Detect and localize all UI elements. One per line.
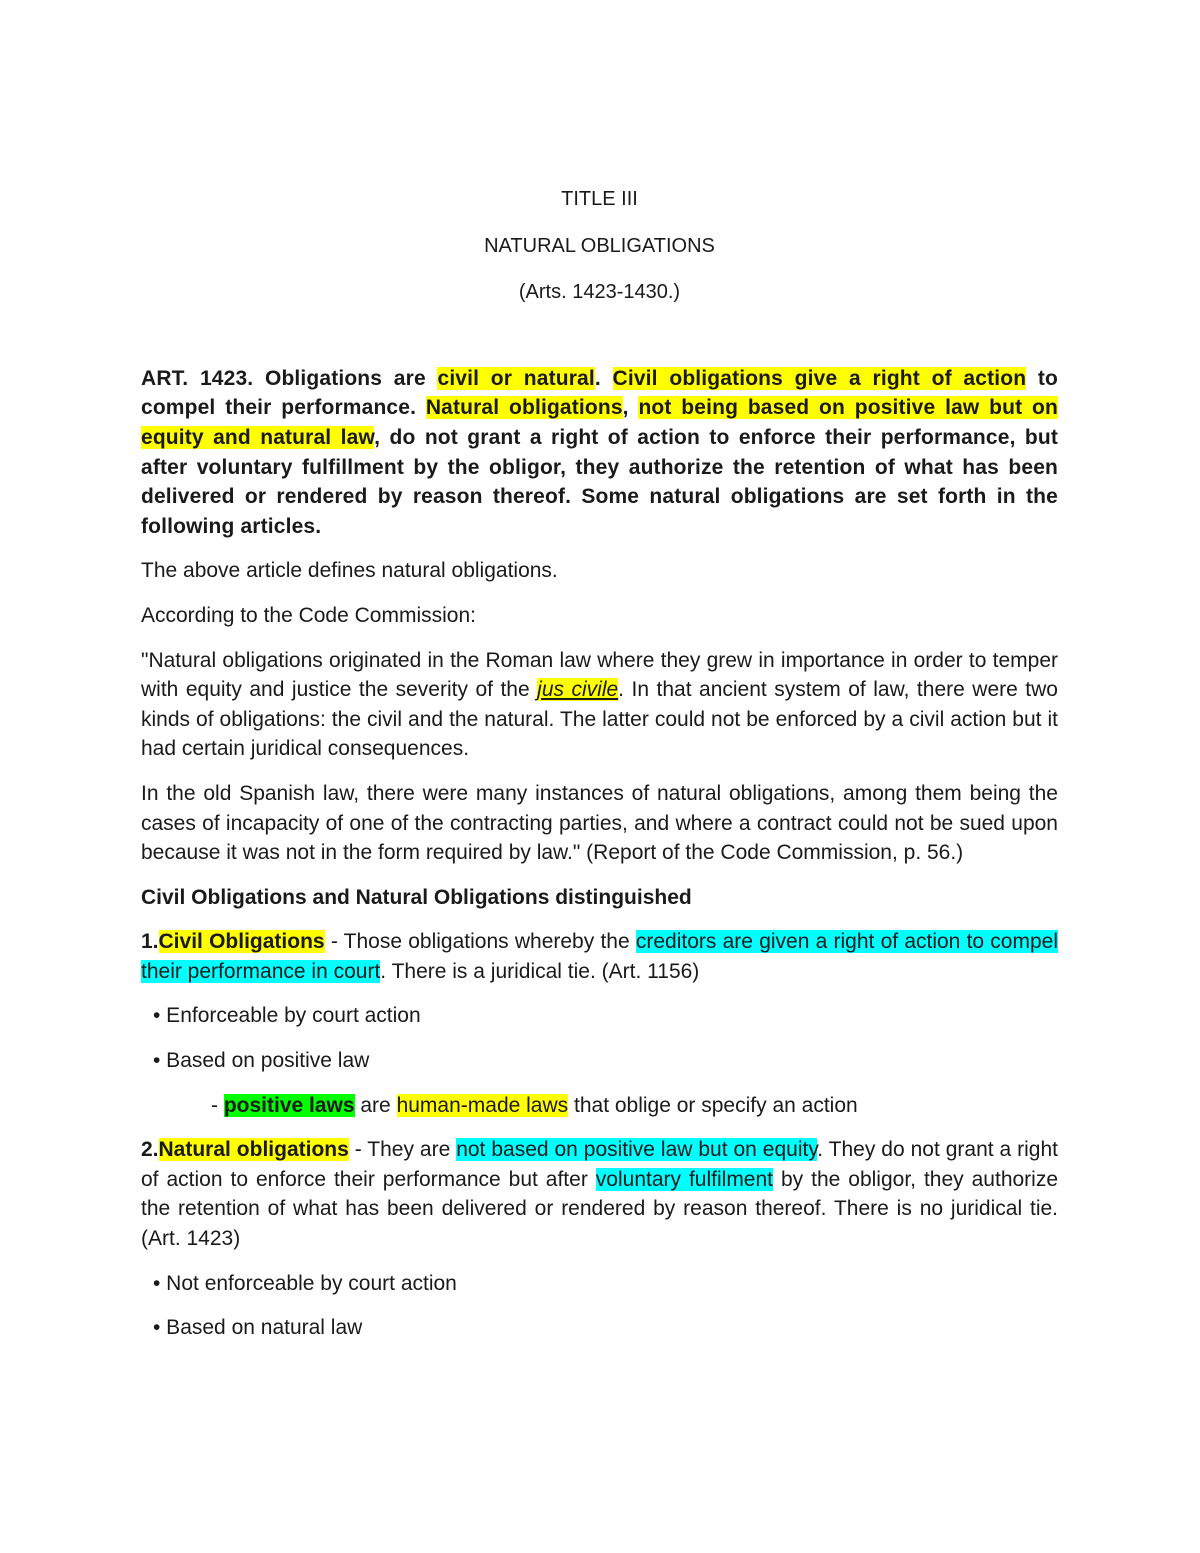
civil-obligations-definition — [141, 927, 1058, 986]
quote-paragraph-2: In the old Spanish law, there were many instances of natural obligations, among them being the cases of incapacity of one of the contracting parties, and where a contract could not be sued upon because it was not in the form required by law." (Report of the Code Commission, p. 56.) — [141, 781, 1058, 865]
article-1423 — [141, 364, 1058, 542]
civil-text-1: - Those obligations whereby the — [324, 930, 636, 954]
section-heading: Civil Obligations and Natural Obligations distinguished — [141, 885, 692, 909]
quote1-before: "Natural obligations originated in the Roman law where they grew in importance in order to temper with equity and justice the severity of the — [141, 648, 1058, 702]
natural-bullet-2: • Based on natural law — [153, 1316, 363, 1340]
subtitle-heading: NATURAL OBLIGATIONS — [484, 234, 715, 257]
natural-text-2: . They do not grant a right of action to enforce their performance but after — [141, 1138, 1058, 1191]
art-text-3: , — [622, 396, 639, 420]
highlight-civil-obligations: Civil obligations give a right of action — [612, 366, 1027, 390]
civil-bullet-2: • Based on positive law — [153, 1049, 370, 1073]
quote1-after: . In that ancient system of law, there were two kinds of obligations: the civil and the natural. The latter could not be enforced by a civil action but it had certain juridical consequences. — [141, 678, 1058, 761]
term-positive-laws: positive laws — [223, 1093, 355, 1117]
term-civil-obligations: Civil Obligations — [158, 930, 325, 954]
sub-dash: - — [211, 1093, 224, 1117]
highlight-not-based-positive: not based on positive law but on equity — [456, 1138, 818, 1162]
natural-number: 2. — [141, 1138, 159, 1162]
positive-laws-note — [211, 1091, 1058, 1121]
natural-bullet-1: • Not enforceable by court action — [153, 1271, 457, 1295]
sub-text-1: are — [354, 1093, 397, 1117]
document-page — [141, 185, 1058, 1358]
natural-obligations-definition — [141, 1135, 1058, 1253]
art-text-1: . — [594, 366, 613, 390]
title-heading: TITLE III — [561, 188, 638, 210]
natural-text-1: - They are — [348, 1138, 457, 1162]
art-text-2: to compel their performance. — [141, 366, 1058, 420]
civil-text-2: . There is a juridical tie. (Art. 1156) — [380, 959, 700, 983]
term-jus-civile: jus civile — [537, 678, 619, 702]
quote-paragraph-1 — [141, 646, 1058, 764]
highlight-civil-or-natural: civil or natural — [437, 366, 595, 390]
art-text-4: , do not grant a right of action to enforce their performance, but after voluntary fulfillment by the obligor, they authorize the retention of what has been delivered or rendered by reason thereof. Some natural obligations are set forth in the following articles. — [141, 425, 1058, 538]
highlight-natural-obligations: Natural obligations — [425, 396, 623, 420]
highlight-creditors: creditors are given a right of action to compel their performance in court — [141, 930, 1059, 983]
highlight-not-based: not being based on positive law but on equity and natural law — [141, 396, 1058, 449]
term-natural-obligations: Natural obligations — [158, 1138, 349, 1162]
art-lead: ART. 1423. Obligations are — [141, 366, 438, 390]
paragraph-according: According to the Code Commission: — [141, 603, 476, 627]
civil-bullet-1: • Enforceable by court action — [153, 1004, 421, 1028]
natural-text-3: by the obligor, they authorize the retention of what has been delivered or rendered by reason thereof. There is no juridical tie. (Art. 1423) — [141, 1167, 1059, 1251]
highlight-voluntary-fulfilment: voluntary fulfilment — [595, 1167, 774, 1191]
sub-text-2: that oblige or specify an action — [568, 1093, 858, 1117]
civil-number: 1. — [141, 930, 159, 954]
highlight-human-made-laws: human-made laws — [396, 1093, 569, 1117]
paragraph-defines: The above article defines natural obligations. — [141, 559, 558, 583]
articles-range: (Arts. 1423-1430.) — [518, 281, 681, 304]
